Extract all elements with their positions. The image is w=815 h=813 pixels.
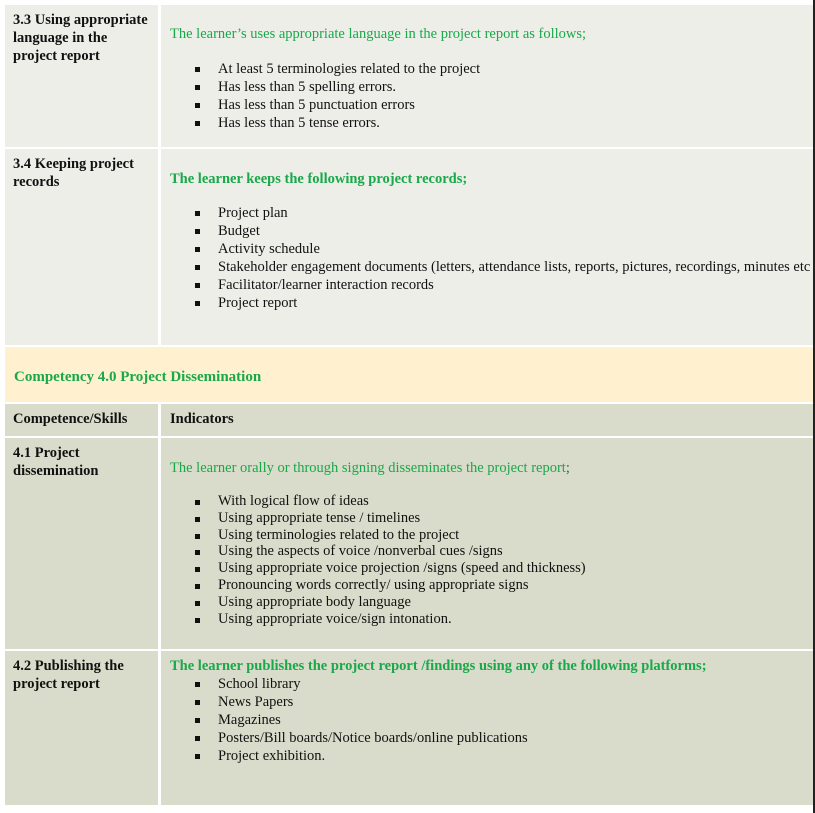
list-item: Project report [193, 294, 810, 312]
skill-cell [5, 149, 158, 345]
indicator-cell [161, 5, 813, 147]
indicator-lead-punctuation: ; [565, 460, 570, 476]
list-item: Using terminologies related to the project [193, 527, 586, 544]
indicator-lead: The learner keeps the following project records; [170, 171, 468, 187]
list-item: Using appropriate body language [193, 594, 586, 611]
list-item: Project plan [193, 204, 810, 222]
column-header-indicators: Indicators [170, 411, 234, 427]
table-row-3-3 [5, 5, 813, 147]
table-header-row [5, 404, 813, 436]
indicator-lead: The learner’s uses appropriate language in the project report as follows; [170, 26, 587, 42]
list-item: Has less than 5 punctuation errors [193, 96, 480, 114]
list-item: Posters/Bill boards/Notice boards/online publications [193, 729, 528, 747]
competency-title: Competency 4.0 Project Dissemination [14, 369, 262, 385]
skill-cell [5, 651, 158, 805]
skill-label: 4.1 Project dissemination [13, 445, 99, 479]
list-item: At least 5 terminologies related to the project [193, 60, 480, 78]
indicator-lead [170, 459, 570, 477]
list-item: Project exhibition. [193, 747, 528, 765]
list-item: Stakeholder engagement documents (letters, attendance lists, reports, pictures, recordings, minutes etc [193, 258, 810, 276]
list-item: Pronouncing words correctly/ using appropriate signs [193, 577, 586, 594]
indicator-cell [161, 149, 813, 345]
list-item: Using appropriate voice projection /signs (speed and thickness) [193, 560, 586, 577]
list-item: School library [193, 675, 528, 693]
header-cell-skills [5, 404, 158, 436]
table-row-4-2 [5, 651, 813, 805]
indicator-lead: The learner publishes the project report /findings using any of the following platforms; [170, 658, 707, 674]
list-item: Facilitator/learner interaction records [193, 276, 810, 294]
indicator-list [193, 493, 586, 627]
header-cell-indicators [161, 404, 813, 436]
indicator-list [193, 675, 528, 765]
list-item: Magazines [193, 711, 528, 729]
list-item: Has less than 5 spelling errors. [193, 78, 480, 96]
table-row-3-4 [5, 149, 813, 345]
indicator-list [193, 60, 480, 132]
skill-cell [5, 438, 158, 649]
list-item: Activity schedule [193, 240, 810, 258]
list-item: News Papers [193, 693, 528, 711]
list-item: Using appropriate voice/sign intonation. [193, 611, 586, 628]
skill-cell [5, 5, 158, 147]
list-item: Has less than 5 tense errors. [193, 114, 480, 132]
list-item: With logical flow of ideas [193, 493, 586, 510]
indicator-cell [161, 438, 813, 649]
skill-label: 3.4 Keeping project records [13, 156, 134, 190]
table-row-4-1 [5, 438, 813, 649]
skill-label: 3.3 Using appropriate language in the project report [13, 12, 148, 64]
column-header-competence-skills: Competence/Skills [13, 411, 128, 427]
list-item: Using the aspects of voice /nonverbal cues /signs [193, 543, 586, 560]
list-item: Using appropriate tense / timelines [193, 510, 586, 527]
indicator-lead-text: The learner orally or through signing disseminates the project report [170, 460, 566, 476]
indicator-cell [161, 651, 813, 805]
indicator-list [193, 204, 810, 312]
competency-heading-band [5, 347, 813, 402]
list-item: Budget [193, 222, 810, 240]
skill-label: 4.2 Publishing the project report [13, 658, 124, 692]
